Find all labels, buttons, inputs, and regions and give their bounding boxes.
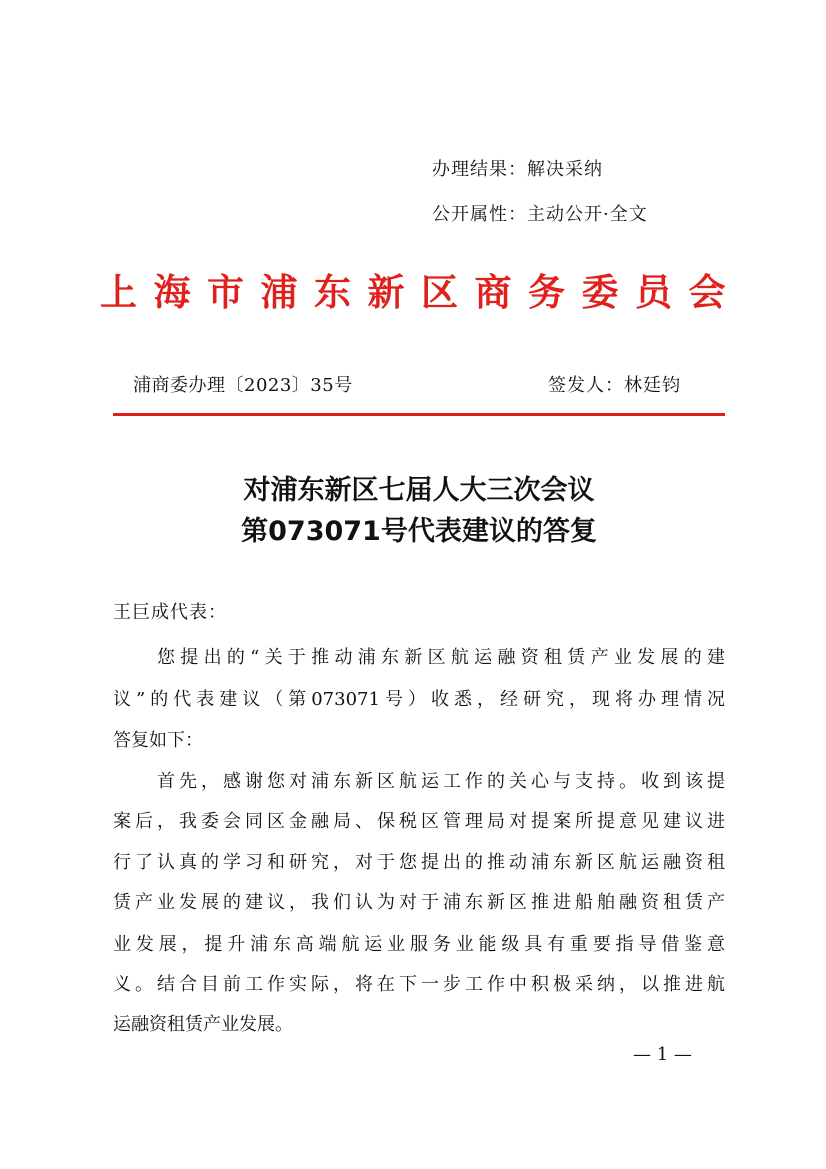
signer: 签发人：林廷钧 <box>548 375 681 396</box>
handling-result: 办理结果：解决采纳 <box>432 159 603 180</box>
paragraph-line: 答复如下： <box>113 730 203 751</box>
paragraph-line: 议”的代表建议（第073071号）收悉，经研究，现将办理情况 <box>113 689 725 710</box>
paragraph-line: 义。结合目前工作实际，将在下一步工作中积极采纳，以推进航 <box>113 974 725 995</box>
disclosure-attribute: 公开属性：主动公开·全文 <box>432 204 648 225</box>
paragraph-line: 业发展，提升浦东高端航运业服务业能级具有重要指导借鉴意 <box>113 934 725 955</box>
salutation: 王巨成代表： <box>113 602 227 623</box>
paragraph-line: 您提出的“关于推动浦东新区航运融资租赁产业发展的建 <box>157 647 725 668</box>
document-title-line-1: 对浦东新区七届人大三次会议 <box>243 475 595 506</box>
paragraph-line: 首先，感谢您对浦东新区航运工作的关心与支持。收到该提 <box>157 771 725 792</box>
issuing-agency-header: 上海市浦东新区商务委员会 <box>100 271 742 314</box>
red-divider <box>113 413 725 416</box>
paragraph-line: 赁产业发展的建议，我们认为对于浦东新区推进船舶融资租赁产 <box>113 892 725 913</box>
paragraph-line: 运融资租赁产业发展。 <box>113 1014 293 1035</box>
document-number: 浦商委办理〔2023〕35号 <box>133 375 353 396</box>
page-number: — 1 — <box>633 1044 692 1065</box>
document-title-line-2: 第073071号代表建议的答复 <box>241 516 597 547</box>
paragraph-line: 行了认真的学习和研究，对于您提出的推动浦东新区航运融资租 <box>113 852 725 873</box>
paragraph-line: 案后，我委会同区金融局、保税区管理局对提案所提意见建议进 <box>113 811 725 832</box>
